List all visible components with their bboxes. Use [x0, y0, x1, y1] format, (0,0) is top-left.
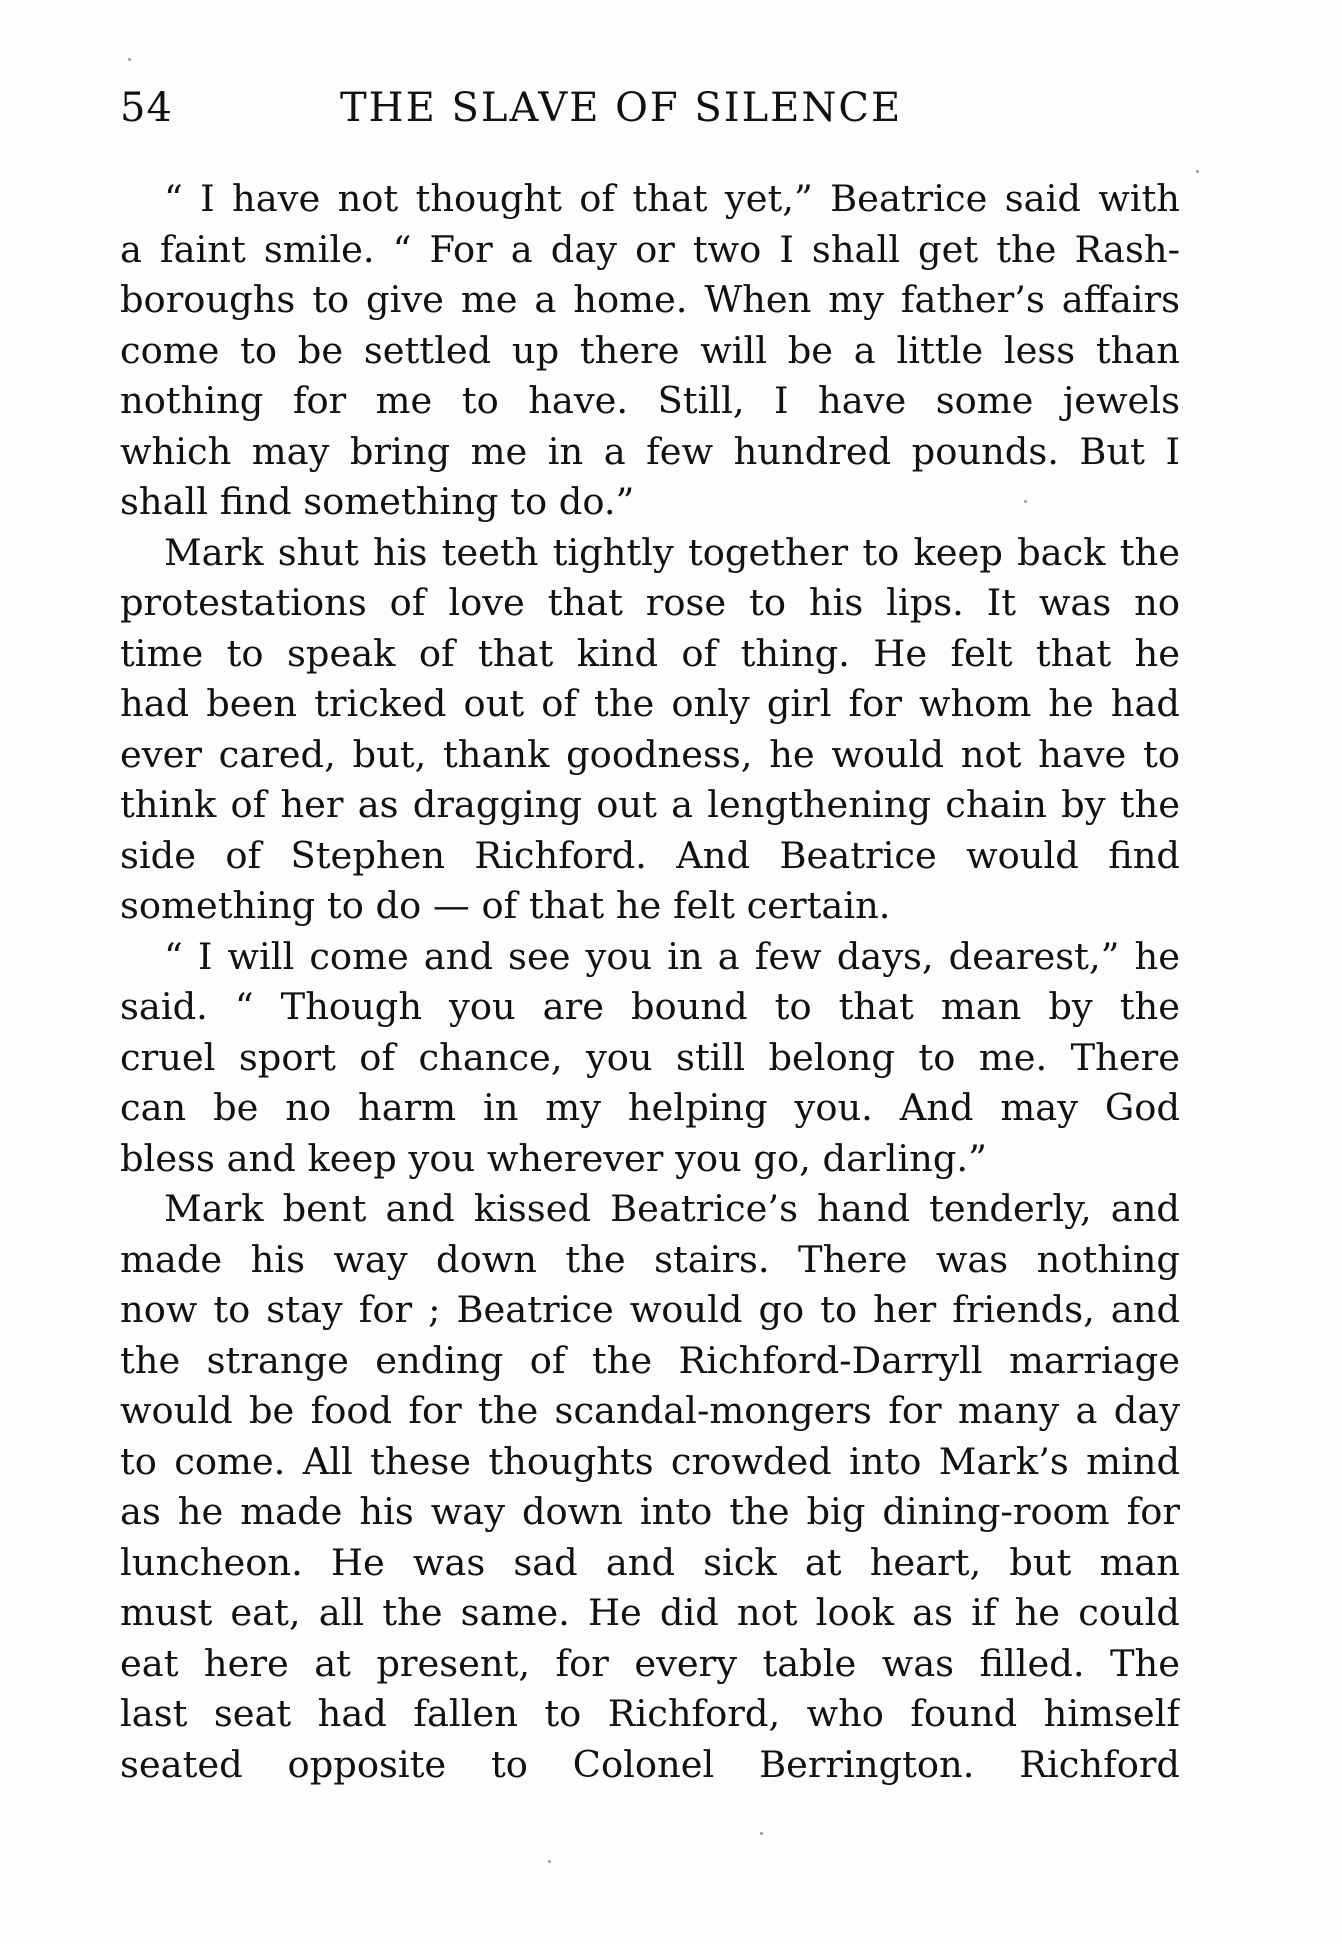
- text-line: had been tricked out of the only girl for whom he had: [120, 682, 1180, 725]
- text-line: come to be settled up there will be a little less than: [120, 328, 1180, 372]
- text-line: boroughs to give me a home. When my father’s affairs: [120, 278, 1180, 321]
- body-text: [120, 174, 1180, 1790]
- text-line: must eat, all the same. He did not look as if he could: [120, 1591, 1180, 1634]
- paper-speck: [760, 1832, 763, 1835]
- text-line: seated opposite to Colonel Berrington. Richford: [120, 1742, 1180, 1786]
- text-line: eat here at present, for every table was filled. The: [120, 1641, 1180, 1685]
- text-line: bless and keep you wherever you go, darling.”: [120, 1136, 987, 1180]
- text-line: protestations of love that rose to his lips. It was no: [120, 581, 1180, 624]
- text-line: said. “ Though you are bound to that man by the: [120, 985, 1180, 1028]
- text-line: something to do — of that he felt certain.: [120, 884, 891, 927]
- text-line: the strange ending of the Richford-Darryll marriage: [120, 1338, 1180, 1382]
- text-line: last seat had fallen to Richford, who found himself: [120, 1692, 1180, 1735]
- paper-speck: [548, 1860, 551, 1863]
- paper-speck: [1024, 500, 1027, 503]
- text-line: cruel sport of chance, you still belong to me. There: [120, 1035, 1180, 1079]
- text-line: time to speak of that kind of thing. He felt that he: [120, 631, 1180, 675]
- text-line: which may bring me in a few hundred pounds. But I: [120, 429, 1180, 473]
- text-line: Mark bent and kissed Beatrice’s hand tenderly, and: [164, 1187, 1180, 1230]
- text-line: would be food for the scandal-mongers for many a day: [120, 1389, 1180, 1432]
- text-line: Mark shut his teeth tightly together to keep back the: [164, 530, 1180, 574]
- text-line: nothing for me to have. Still, I have some jewels: [120, 379, 1180, 422]
- text-line: a faint smile. “ For a day or two I shall get the Rash-: [120, 227, 1180, 271]
- text-line: to come. All these thoughts crowded into Mark’s mind: [120, 1439, 1180, 1483]
- text-line: can be no harm in my helping you. And may God: [120, 1086, 1180, 1129]
- text-line: “ I will come and see you in a few days, dearest,” he: [164, 934, 1180, 978]
- page-number: 54: [120, 85, 173, 131]
- paper-speck: [128, 58, 131, 61]
- text-line: made his way down the stairs. There was nothing: [120, 1237, 1180, 1281]
- paper-speck: [1196, 170, 1199, 173]
- running-title: THE SLAVE OF SILENCE: [340, 85, 903, 131]
- text-line: ever cared, but, thank goodness, he would not have to: [120, 732, 1180, 776]
- text-line: “ I have not thought of that yet,” Beatrice said with: [164, 177, 1180, 220]
- text-line: as he made his way down into the big dining-room for: [120, 1490, 1180, 1533]
- page-header: [120, 78, 1180, 138]
- text-line: now to stay for ; Beatrice would go to her friends, and: [120, 1288, 1180, 1331]
- text-line: side of Stephen Richford. And Beatrice would find: [120, 833, 1180, 877]
- text-line: shall find something to do.”: [120, 480, 635, 523]
- text-line: think of her as dragging out a lengthening chain by the: [120, 783, 1180, 826]
- text-line: luncheon. He was sad and sick at heart, but man: [120, 1540, 1180, 1584]
